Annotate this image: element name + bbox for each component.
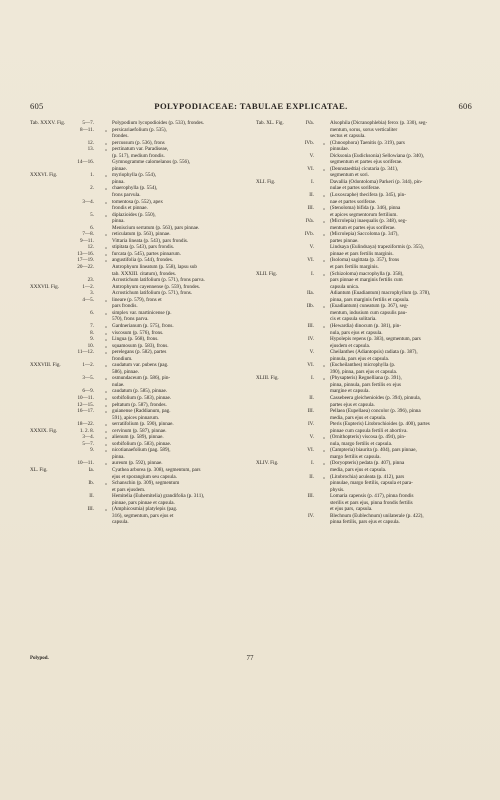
figure-number: III. — [307, 205, 314, 212]
entry-text: pars frondis. — [112, 303, 138, 310]
ditto-mark: „ — [322, 434, 326, 441]
figure-number: 17—19. — [77, 257, 94, 264]
entry-text: 591), apices pinnarum. — [112, 414, 160, 421]
entry-text: (Stenoloma) bifida (p. 346), pinna — [330, 205, 401, 212]
entry-text: Acrostichum latifolium (p. 571), frons. — [112, 290, 193, 297]
ditto-mark: „ — [104, 231, 108, 238]
entry-text: (Doryopteris) pedata (p. 407), pinna — [330, 460, 405, 467]
entry-text: pinnae. — [112, 165, 127, 172]
entry-text: Pellaea (Eupellaea) concolor (p. 396), pinna — [330, 408, 421, 415]
entry-text: physis. — [330, 486, 345, 493]
entry-text: persicariaefolium (p. 535), — [112, 126, 167, 133]
ditto-mark: „ — [104, 244, 108, 251]
entry-text: 586), pinnae. — [112, 368, 139, 375]
ditto-mark: „ — [104, 447, 108, 454]
figure-number: IVa. — [305, 120, 314, 126]
figure-number: 12. — [87, 244, 94, 251]
figure-number: 10—11. — [77, 394, 94, 401]
left-column — [30, 120, 252, 526]
ditto-mark: „ — [104, 250, 108, 257]
figure-number: 10. — [87, 342, 94, 349]
figure-number: II. — [309, 473, 314, 480]
entry-text: guianense (Raddianum, pag. — [112, 408, 171, 415]
entry-text: (Hewardia) dinocum (p. 381), pin- — [330, 322, 402, 329]
ditto-mark: „ — [104, 185, 108, 192]
entry-text: osmundaceum (p. 586), pin- — [112, 375, 171, 382]
figure-number: Ib. — [88, 480, 94, 487]
entry-text: percussum (p. 536), frons — [112, 139, 165, 146]
entry-text: pinnulae, margo fertilis, capsula et para- — [330, 480, 413, 487]
entry-text: (Microlepia) inaequalis (p. 348), seg- — [330, 218, 407, 225]
entry-text: squamosum (p. 583), frons. — [112, 342, 169, 349]
figure-number: 9. — [90, 447, 94, 454]
entry-text: (Microlepia) Saccoloma (p. 347), — [330, 231, 399, 238]
figure-number: 3. — [90, 290, 94, 297]
ditto-mark: „ — [104, 408, 108, 415]
entry-text: sorbifolium (p. 583), pinnae. — [112, 394, 172, 401]
entry-text: frondis et pinnae. — [112, 205, 148, 212]
entry-text: pinnae, pars pinnae et capsula. — [112, 499, 175, 506]
entry-text: chaerophylla (p. 554), — [112, 185, 158, 192]
figure-number: 1. — [90, 172, 94, 179]
entry-text: pars pinnae et marginis fertilis cum — [330, 277, 403, 284]
entry-text: pinnae cum capsula fertili et abortiva. — [330, 427, 408, 434]
ditto-mark: „ — [322, 447, 326, 454]
entry-text: nula, pars ejus et capsula. — [330, 329, 383, 336]
entry-text: nulae et partes soriferae. — [330, 185, 381, 192]
figure-number: 23. — [87, 277, 94, 284]
figure-number: 6. — [90, 309, 94, 316]
entry-text: frondes. — [112, 133, 129, 140]
entry-text: Pteris (Eupteris) Litobrochioides (p. 400), partes — [330, 421, 430, 428]
plate-label: XLIV. Fig. — [256, 460, 279, 467]
figure-number: 2. — [90, 185, 94, 192]
ditto-mark: „ — [104, 322, 108, 329]
figure-number: V. — [309, 244, 314, 251]
figure-number: III. — [307, 493, 314, 500]
figure-number: 9—11. — [80, 237, 94, 244]
figure-number: 1—2. — [82, 283, 94, 290]
entry-text: Adiantum (Euadiantum) macrophyllum (p. 378), — [330, 290, 431, 297]
entry-text: (Campteria) biaurita (p. 404), pars pinnae, — [330, 447, 417, 454]
signature-mark: Polypod. — [30, 656, 49, 661]
entry-text: nula, margo fertilis et capsula. — [330, 440, 393, 447]
entry-text: Antrophyum cayennense (p. 559), frondes. — [112, 283, 201, 290]
figure-number: I. — [311, 375, 314, 382]
ditto-mark: „ — [322, 303, 326, 310]
entry-text: aureum (p. 592), pinnae. — [112, 460, 163, 467]
entry-text: Hemitelia (Euhemitelia) grandifolia (p. 311), — [112, 493, 205, 500]
entry-text: diplazioides (p. 550), — [112, 211, 156, 218]
plate-label: Tab. XL. Fig. — [256, 120, 284, 126]
entry-text: caudatum var. pubens (pag. — [112, 362, 169, 369]
entry-text: media, pars ejus et capsula. — [330, 414, 387, 421]
entry-text: segmentum et sori. — [330, 172, 369, 179]
ditto-mark: „ — [104, 427, 108, 434]
entry-text: Cyathea arborea (p. 308), segmentum, pars — [112, 466, 201, 473]
entry-text: Cheilanthes (Adiantopsis) radiata (p. 387), — [330, 349, 418, 356]
plate-label: XXXVIII. Fig. — [30, 362, 61, 369]
entry-text: Antrophyum lineatum (p. 558), lapsu sub — [112, 264, 197, 271]
entry-text: Alsophila (Dicranophlebia) ferox (p. 330), seg- — [330, 120, 428, 126]
entry-text: (Euadiantum) cuneatum (p. 367), seg- — [330, 303, 409, 310]
ditto-mark: „ — [104, 257, 108, 264]
entry-text: lineare (p. 579), frons et — [112, 296, 162, 303]
figure-number: IIb. — [306, 303, 314, 310]
figure-number: IV. — [307, 421, 314, 428]
ditto-mark: „ — [322, 362, 326, 369]
entry-text: furcata (p. 545), partes pinnarum. — [112, 250, 181, 257]
ditto-mark: „ — [104, 329, 108, 336]
ditto-mark: „ — [104, 434, 108, 441]
figure-number: 5. — [90, 211, 94, 218]
figure-number: IIa. — [307, 290, 314, 297]
entry-text: pinnula, pars ejus et capsula. — [330, 355, 390, 362]
entry-text: serratifolium (p. 590), pinnae. — [112, 421, 174, 428]
entry-text: mentum et partes ejus soriferae. — [330, 224, 396, 231]
figure-number: 10—11. — [77, 460, 94, 467]
figure-number: 16—17. — [77, 408, 94, 415]
ditto-mark: „ — [104, 211, 108, 218]
entry-text: margo fertilis et capsula. — [330, 453, 381, 460]
entry-text: pinnulae. — [330, 146, 349, 153]
entry-text: sectus et capsula. — [330, 133, 366, 140]
figure-number: 7. — [90, 322, 94, 329]
entry-text: (p. 517), medium frondis. — [112, 152, 165, 159]
figure-number: 6—9. — [82, 388, 94, 395]
entry-text: et apices segmentorum fertilium. — [330, 211, 398, 218]
figure-number: 13—16. — [77, 250, 94, 257]
figure-number: II. — [89, 493, 94, 500]
entry-text: frondium. — [112, 355, 133, 362]
figure-number: 20—22. — [77, 264, 94, 271]
entry-text: media, pars ejus et capsula. — [330, 466, 387, 473]
figure-number: II. — [309, 394, 314, 401]
entry-text: pinna fertilis, pars ejus et capsula. — [330, 519, 400, 526]
figure-number: 5—7. — [82, 440, 94, 447]
entry-text: tab. XXXIII. citatum), frondes. — [112, 270, 177, 277]
figure-number: 1—2. — [82, 362, 94, 369]
figure-number: V. — [309, 349, 314, 356]
page-number-right: 606 — [458, 101, 472, 111]
entry-text: mentum, sorus, sorus verticaliter — [330, 126, 398, 133]
entry-text: Gymnogramme calomelanos (p. 556), — [112, 159, 191, 166]
ditto-mark: „ — [322, 375, 326, 382]
entry-text: ejusdem et capsula. — [330, 342, 371, 349]
figure-number: 3—4. — [82, 198, 94, 205]
entry-text: capsula unica. — [330, 283, 360, 290]
sheet-number: 77 — [246, 654, 254, 662]
entry-text: segmentum et partes ejus soriferae. — [330, 159, 403, 166]
ditto-mark: „ — [322, 165, 326, 172]
entry-text: tomentosa (p. 552), apex — [112, 198, 163, 205]
entry-text: Gardnerianum (p. 575), frons. — [112, 322, 174, 329]
figure-number: V. — [309, 434, 314, 441]
figure-number: IVb. — [304, 231, 314, 238]
figure-number: VI. — [307, 447, 314, 454]
ditto-mark: „ — [104, 388, 108, 395]
figure-number: II. — [309, 192, 314, 199]
entry-text: Blechnum (Eublechnum) unilaterale (p. 422), — [330, 512, 424, 519]
entry-text: sorbifolium (p. 583), pinnae. — [112, 440, 172, 447]
entry-text: Lingua (p. 568), frons. — [112, 336, 159, 343]
entry-text: (Dennstaedtia) cicutaria (p. 341), — [330, 165, 399, 172]
ditto-mark: „ — [104, 139, 108, 146]
entry-text: mentum, indusium cum capsulis pau- — [330, 309, 407, 316]
ditto-mark: „ — [322, 270, 326, 277]
entry-text: Vittaria lineata (p. 543), pars frondis. — [112, 237, 189, 244]
figure-number: 6. — [90, 224, 94, 231]
plate-label: XLII. Fig. — [256, 270, 277, 277]
entry-text: partes pinnae. — [330, 237, 359, 244]
ditto-mark: „ — [104, 126, 108, 133]
ditto-mark: „ — [104, 296, 108, 303]
figure-number: 8. — [90, 329, 94, 336]
plate-label: XXXVII. Fig. — [30, 283, 59, 290]
figure-number: IVb. — [304, 139, 314, 146]
ditto-mark: „ — [104, 336, 108, 343]
figure-number: 14—16. — [77, 159, 94, 166]
ditto-mark: „ — [104, 401, 108, 408]
figure-number: VI. — [307, 362, 314, 369]
figure-number: I. — [311, 270, 314, 277]
plate-entry-line — [256, 519, 478, 526]
figure-number: 9. — [90, 336, 94, 343]
ditto-mark: „ — [322, 192, 326, 199]
plate-label: XL. Fig. — [30, 466, 48, 473]
entry-text: (Chnoophora) Taenitis (p. 319), pars — [330, 139, 405, 146]
figure-number: III. — [307, 322, 314, 329]
entry-text: (Litobrochia) aculeata (p. 412), pars — [330, 473, 405, 480]
figure-number: 12—15. — [77, 401, 94, 408]
entry-text: Acrostichum latifolium (p. 571), frons parva. — [112, 277, 205, 284]
ditto-mark: „ — [104, 394, 108, 401]
entry-text: et ejus pars, capsula. — [330, 506, 373, 513]
entry-text: perelegans (p. 582), partes — [112, 349, 167, 356]
plate-label: Tab. XXXV. Fig. — [30, 120, 66, 126]
figure-number: VI. — [307, 257, 314, 264]
entry-text: Hypolepis repens (p. 383), segmentum, pars — [330, 336, 421, 343]
ditto-mark: „ — [104, 349, 108, 356]
entry-text: frons parvula. — [112, 192, 141, 199]
entry-text: nulae. — [112, 381, 125, 388]
ditto-mark: „ — [104, 440, 108, 447]
right-column — [256, 120, 478, 526]
ditto-mark: „ — [104, 375, 108, 382]
entry-text: (Amphicosmia) platylepis (pag. — [112, 506, 178, 513]
entry-text: pinna. — [112, 178, 125, 185]
entry-text: viscosum (p. 576), frons. — [112, 329, 164, 336]
entry-text: Cassebeera gleichenioides (p. 394), pinnula, — [330, 394, 421, 401]
page-header — [30, 101, 472, 115]
figure-number: IVa. — [305, 218, 314, 225]
figure-number: 13. — [87, 146, 94, 153]
figure-number: 5—7. — [82, 120, 94, 126]
entry-text: myriophylla (p. 554), — [112, 172, 156, 179]
figure-number: 11—12. — [77, 349, 94, 356]
figure-number: Ia. — [88, 466, 94, 473]
entry-text: et pars fertilis marginis. — [330, 264, 379, 271]
entry-text: capsula. — [112, 519, 129, 526]
entry-text: Polypodium lycopodioides (p. 533), frondes. — [112, 120, 205, 126]
figure-number: 18—22. — [77, 421, 94, 428]
entry-text: stipitata (p. 543), pars frondis. — [112, 244, 175, 251]
entry-text: Meniscium serratum (p. 563), pars pinnae. — [112, 224, 200, 231]
entry-text: Lomaria capensis (p. 417), pinna frondis — [330, 493, 414, 500]
entry-text: ejus et sporangium seu capsula. — [112, 473, 177, 480]
entry-text: pinnae et pars fertilis marginis. — [330, 250, 394, 257]
figure-number: VI. — [307, 165, 314, 172]
figure-number: III. — [307, 408, 314, 415]
entry-text: (Loxoscaphe) thecifera (p. 345), pin- — [330, 192, 406, 199]
entry-text: et pars ejusdem. — [112, 486, 146, 493]
figure-number: IV. — [307, 336, 314, 343]
figure-number: 3—5. — [82, 375, 94, 382]
ditto-mark: „ — [322, 205, 326, 212]
entry-text: angustifolia (p. 544), frondes. — [112, 257, 174, 264]
ditto-mark: „ — [322, 231, 326, 238]
entry-text: pectinatum var. Paradiseae, — [112, 146, 169, 153]
figure-number: I. — [311, 460, 314, 467]
figure-number: 8—11. — [80, 126, 94, 133]
ditto-mark: „ — [104, 362, 108, 369]
entry-text: nicotianaefolium (pag. 589), — [112, 447, 171, 454]
ditto-mark: „ — [104, 309, 108, 316]
entry-text: nae et partes soriferae. — [330, 198, 377, 205]
ditto-mark: „ — [104, 146, 108, 153]
ditto-mark: „ — [322, 460, 326, 467]
ditto-mark: „ — [322, 218, 326, 225]
entry-text: Lindsaya (Eulindsaya) trapeziformis (p. 355), — [330, 244, 424, 251]
plate-label: XXXVI. Fig. — [30, 172, 58, 179]
entry-text: cervinum (p. 587), pinnae. — [112, 427, 167, 434]
entry-text: (Ornithopteris) viscosa (p. 494), pin- — [330, 434, 406, 441]
entry-text: (Schizoloma) macrophylla (p. 358), — [330, 270, 404, 277]
figure-number: 4—5. — [82, 296, 94, 303]
ditto-mark: „ — [104, 460, 108, 467]
entry-text: pinna. — [112, 218, 125, 225]
ditto-mark: „ — [322, 473, 326, 480]
entry-text: 316), segmentum, pars ejus et — [112, 512, 174, 519]
ditto-mark: „ — [104, 342, 108, 349]
entry-text: alienum (p. 589), pinnae. — [112, 434, 164, 441]
plate-label: XLIII. Fig. — [256, 375, 279, 382]
ditto-mark: „ — [322, 139, 326, 146]
entry-text: (Isoloma) sagittata (p. 357), frons — [330, 257, 400, 264]
entry-text: peltatum (p. 587), frondes. — [112, 401, 167, 408]
entry-text: (Physapteris) Regnelliana (p. 391), — [330, 375, 402, 382]
figure-number: V. — [309, 152, 314, 159]
figure-number: 3—4. — [82, 434, 94, 441]
entry-text: 570), frons parva. — [112, 316, 149, 323]
figure-number: IV. — [307, 512, 314, 519]
figure-number: I. — [311, 178, 314, 185]
entry-text: Davallia (Odontoloma) Parkeri (p. 344), pin- — [330, 178, 423, 185]
entry-text: reticulatum (p. 563), pinnae. — [112, 231, 171, 238]
entry-text: partes ejus et capsula. — [330, 401, 375, 408]
ditto-mark: „ — [104, 480, 108, 487]
figure-number: 1. 2. 8. — [79, 427, 94, 434]
page-number-left: 605 — [30, 101, 44, 111]
ditto-mark: „ — [104, 506, 108, 513]
entry-text: simplex var. martinicense (p. — [112, 309, 172, 316]
plate-entry-line — [30, 519, 252, 526]
entry-text: caudatum (p. 585), pinnae. — [112, 388, 168, 395]
ditto-mark: „ — [322, 257, 326, 264]
entry-text: (Eucheilanthes) microphylla (p. — [330, 362, 396, 369]
entry-text: 390), pinna, pars ejus et capsula. — [330, 368, 398, 375]
ditto-mark: „ — [104, 172, 108, 179]
plate-label: XXXIX. Fig. — [30, 427, 58, 434]
entry-text: cis et capsula solitaria. — [330, 316, 377, 323]
figure-number: 7—8. — [82, 231, 94, 238]
figure-number: III. — [87, 506, 94, 513]
entry-text: pinna, pinnula, pars fertilis ex ejus — [330, 381, 401, 388]
running-title: POLYPODIACEAE: TABULAE EXPLICATAE. — [154, 101, 348, 111]
entry-text: pinna. — [112, 453, 125, 460]
plate-label: XLI. Fig. — [256, 178, 276, 185]
entry-text: pinna, pars marginis fertilis et capsula. — [330, 296, 410, 303]
entry-text: sterilis et pars ejus, pinna frondis fertilis — [330, 499, 413, 506]
ditto-mark: „ — [104, 198, 108, 205]
entry-text: margine et capsula. — [330, 388, 370, 395]
entry-text: Dicksonia (Eudicksonia) Sellowiana (p. 340), — [330, 152, 424, 159]
ditto-mark: „ — [322, 322, 326, 329]
ditto-mark: „ — [104, 421, 108, 428]
entry-text: Schanschin (p. 309), segmentum — [112, 480, 180, 487]
figure-number: 12. — [87, 139, 94, 146]
